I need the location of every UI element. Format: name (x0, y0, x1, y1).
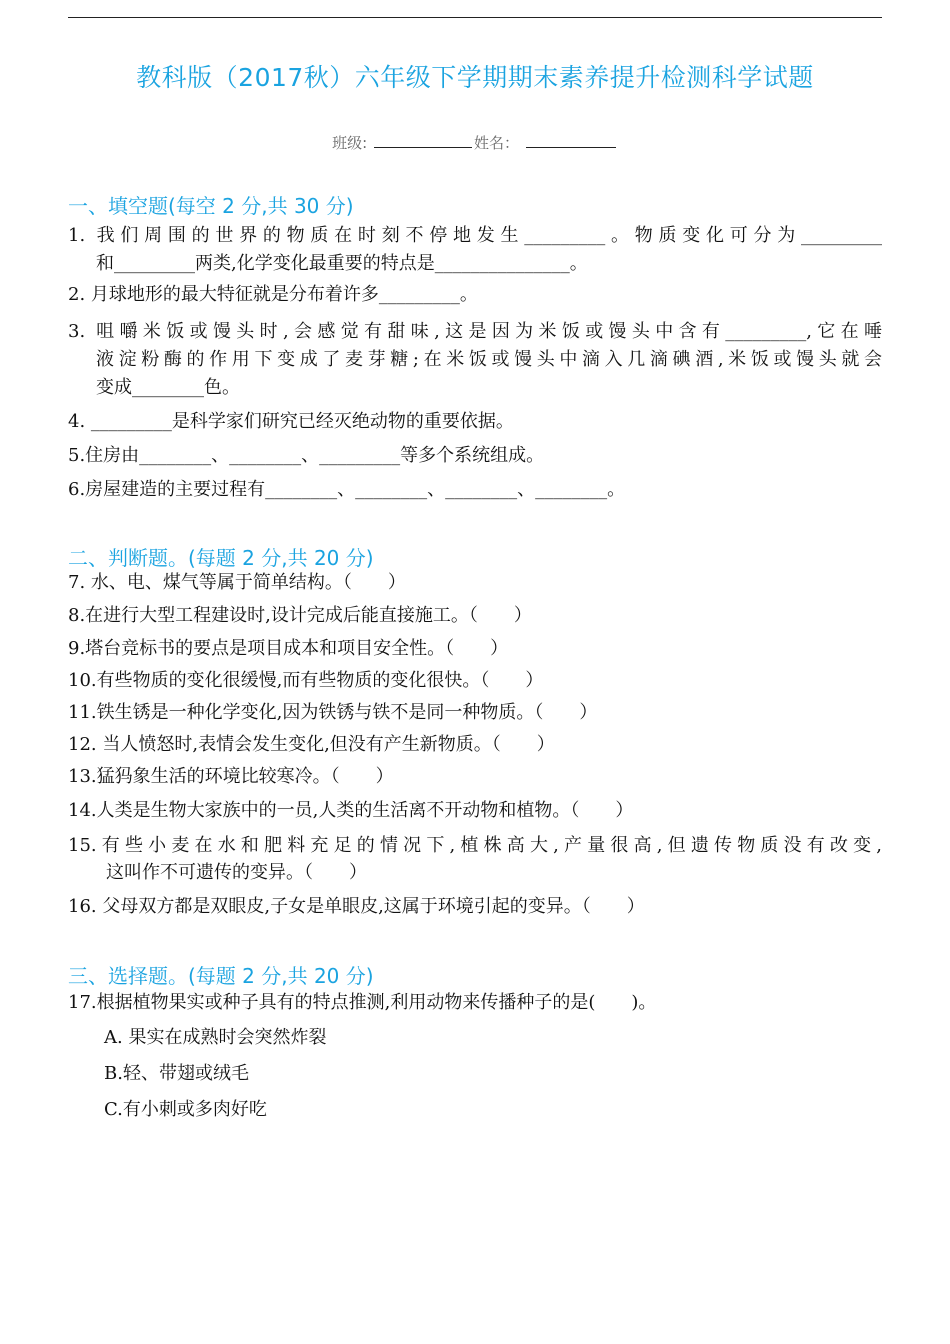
question-3-line-2 (68, 346, 882, 374)
question-1-line-2: 和_________两类,化学变化最重要的特点是_______________。 (96, 253, 588, 274)
class-label: 班级: (332, 134, 368, 152)
question-3-line-1: 3. 咀嚼米饭或馒头时,会感觉有甜味,这是因为米饭或馒头中含有_________,它在唾 (68, 321, 882, 342)
question-3 (68, 318, 882, 346)
question-17-option-c: C.有小刺或多肉好吃 (104, 1099, 267, 1120)
question-10: 10.有些物质的变化很缓慢,而有些物质的变化很快。（ ） (68, 670, 544, 691)
question-5: 5.住房由________、________、_________等多个系统组成。 (68, 445, 545, 466)
question-17-option-a: A. 果实在成熟时会突然炸裂 (104, 1027, 327, 1048)
question-3-line-3: 变成________色。 (96, 377, 240, 398)
question-6: 6.房屋建造的主要过程有________、________、________、________。 (68, 479, 626, 500)
question-1-line-1: 1. 我们周围的世界的物质在时刻不停地发生_________。物质变化可分为_________ (68, 225, 882, 246)
question-14: 14.人类是生物大家族中的一员,人类的生活离不开动物和植物。（ ） (68, 800, 634, 821)
question-17: 17.根据植物果实或种子具有的特点推测,利用动物来传播种子的是( )。 (68, 992, 657, 1013)
question-15-line-1: 15.有些小麦在水和肥料充足的情况下,植株高大,产量很高,但遗传物质没有改变, (68, 835, 882, 856)
top-divider (68, 17, 882, 18)
question-3-line-2-text: 液淀粉酶的作用下变成了麦芽糖;在米饭或馒头中滴入几滴碘酒,米饭或馒头就会 (96, 349, 882, 370)
student-fields (0, 132, 950, 153)
question-2: 2. 月球地形的最大特征就是分布着许多_________。 (68, 284, 478, 305)
name-label: 姓名： (474, 134, 520, 152)
question-4: 4. _________是科学家们研究已经灭绝动物的重要依据。 (68, 411, 514, 432)
page-title: 教科版（2017秋）六年级下学期期末素养提升检测科学试题 (136, 63, 814, 92)
name-blank[interactable] (526, 133, 616, 148)
section-multiple-choice-heading: 三、选择题。(每题 2 分,共 20 分) (68, 964, 374, 988)
question-16: 16. 父母双方都是双眼皮,子女是单眼皮,这属于环境引起的变异。（ ） (68, 896, 645, 917)
section-fill-blank-heading: 一、填空题(每空 2 分,共 30 分) (68, 194, 354, 218)
question-17-option-b: B.轻、带翅或绒毛 (104, 1063, 249, 1084)
question-1 (68, 222, 882, 250)
question-11: 11.铁生锈是一种化学变化,因为铁锈与铁不是同一种物质。（ ） (68, 702, 598, 723)
question-9: 9.塔台竞标书的要点是项目成本和项目安全性。（ ） (68, 638, 509, 659)
question-12: 12. 当人愤怒时,表情会发生变化,但没有产生新物质。（ ） (68, 734, 555, 755)
question-13: 13.猛犸象生活的环境比较寒冷。（ ） (68, 766, 394, 787)
question-7: 7. 水、电、煤气等属于简单结构。（ ） (68, 572, 406, 593)
question-15 (68, 832, 882, 860)
question-8: 8.在进行大型工程建设时,设计完成后能直接施工。（ ） (68, 605, 532, 626)
section-true-false-heading: 二、判断题。(每题 2 分,共 20 分) (68, 546, 374, 570)
question-15-line-2: 这叫作不可遗传的变异。（ ） (106, 862, 367, 883)
class-blank[interactable] (374, 133, 472, 148)
